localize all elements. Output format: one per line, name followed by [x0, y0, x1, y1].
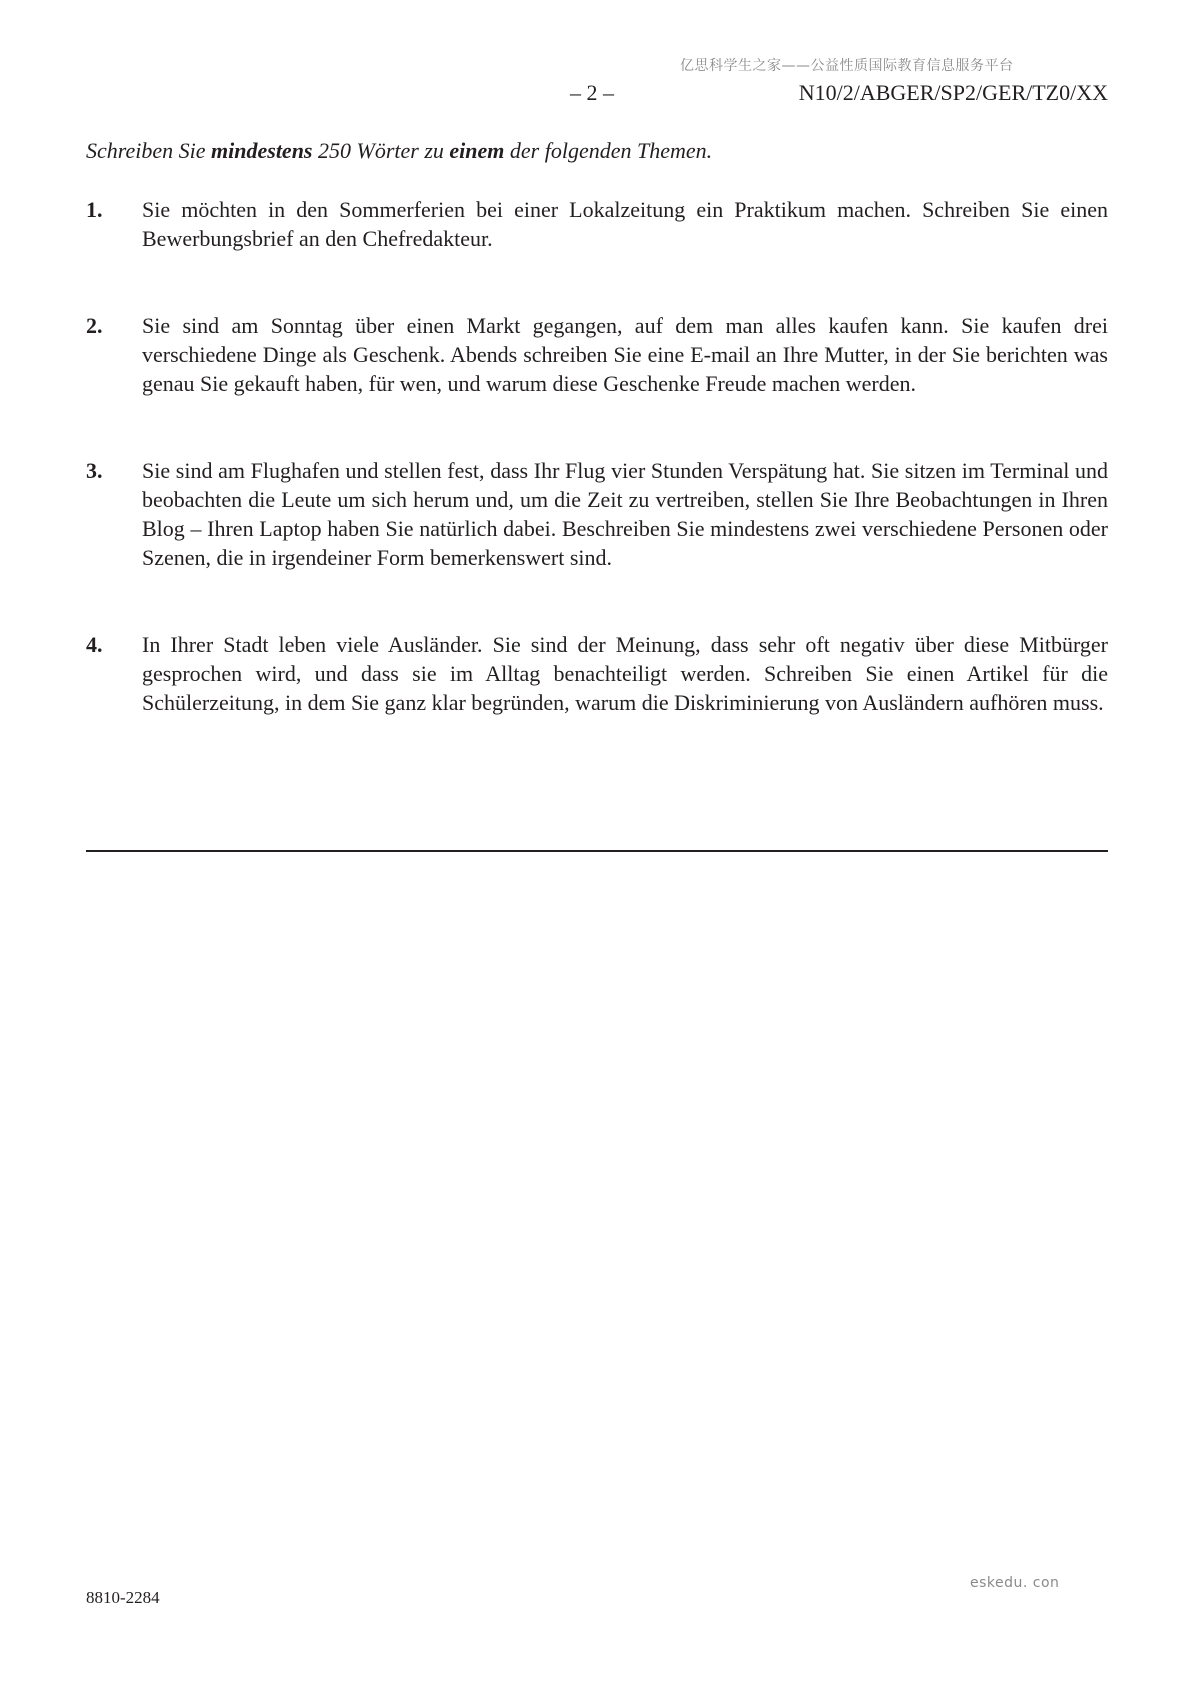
page-number: – 2 –: [570, 80, 614, 105]
topic-item: [86, 630, 1108, 717]
topic-text: Sie möchten in den Sommerferien bei einer Lokalzeitung ein Praktikum machen. Schreiben Sie einen Bewerbungsbrief an den Chefredakteur.: [142, 197, 1108, 251]
instructions: [86, 138, 712, 164]
watermark-bottom: eskedu. con: [970, 1575, 1060, 1591]
exam-code: N10/2/ABGER/SP2/GER/TZ0/XX: [798, 80, 1108, 105]
topic-text: Sie sind am Flughafen und stellen fest, dass Ihr Flug vier Stunden Verspätung hat. Sie sitzen im Terminal und beobachten die Leute um sich herum und, um die Zeit zu vertreiben, stellen Sie Ihre Beobachtungen in Ihren Blog – Ihren Laptop haben Sie natürlich dabei. Beschreiben Sie mindestens zwei verschiedene Personen oder Szenen, die in irgendeiner Form bemerkenswert sind.: [142, 458, 1108, 570]
topic-number: 4.: [86, 632, 103, 657]
horizontal-rule: [86, 850, 1108, 852]
topic-number: 3.: [86, 458, 103, 483]
instructions-emphasis-minimum: mindestens: [211, 138, 313, 163]
instructions-part3: der folgenden Themen.: [504, 138, 713, 163]
topic-number: 1.: [86, 197, 103, 222]
instructions-part1: Schreiben Sie: [86, 138, 212, 163]
topic-text: In Ihrer Stadt leben viele Ausländer. Sie sind der Meinung, dass sehr oft negativ über diese Mitbürger gesprochen wird, und dass sie im Alltag benachteiligt werden. Schreiben Sie einen Artikel für die Schülerzeitung, in dem Sie ganz klar begründen, warum die Diskriminierung von Ausländern aufhören muss.: [142, 632, 1108, 715]
topic-item: [86, 311, 1108, 398]
document-id: 8810-2284: [86, 1588, 160, 1607]
instructions-part2: 250 Wörter zu: [312, 138, 450, 163]
topic-number: 2.: [86, 313, 103, 338]
topic-list: [86, 195, 1108, 717]
watermark-top: 亿思科学生之家——公益性质国际教育信息服务平台: [680, 58, 1014, 74]
instructions-emphasis-one: einem: [449, 138, 505, 163]
topic-item: [86, 195, 1108, 253]
topic-text: Sie sind am Sonntag über einen Markt gegangen, auf dem man alles kaufen kann. Sie kaufen drei verschiedene Dinge als Geschenk. Abends schreiben Sie eine E-mail an Ihre Mutter, in der Sie berichten was genau Sie gekauft haben, für wen, und warum diese Geschenke Freude machen werden.: [142, 313, 1108, 396]
topic-item: [86, 456, 1108, 572]
